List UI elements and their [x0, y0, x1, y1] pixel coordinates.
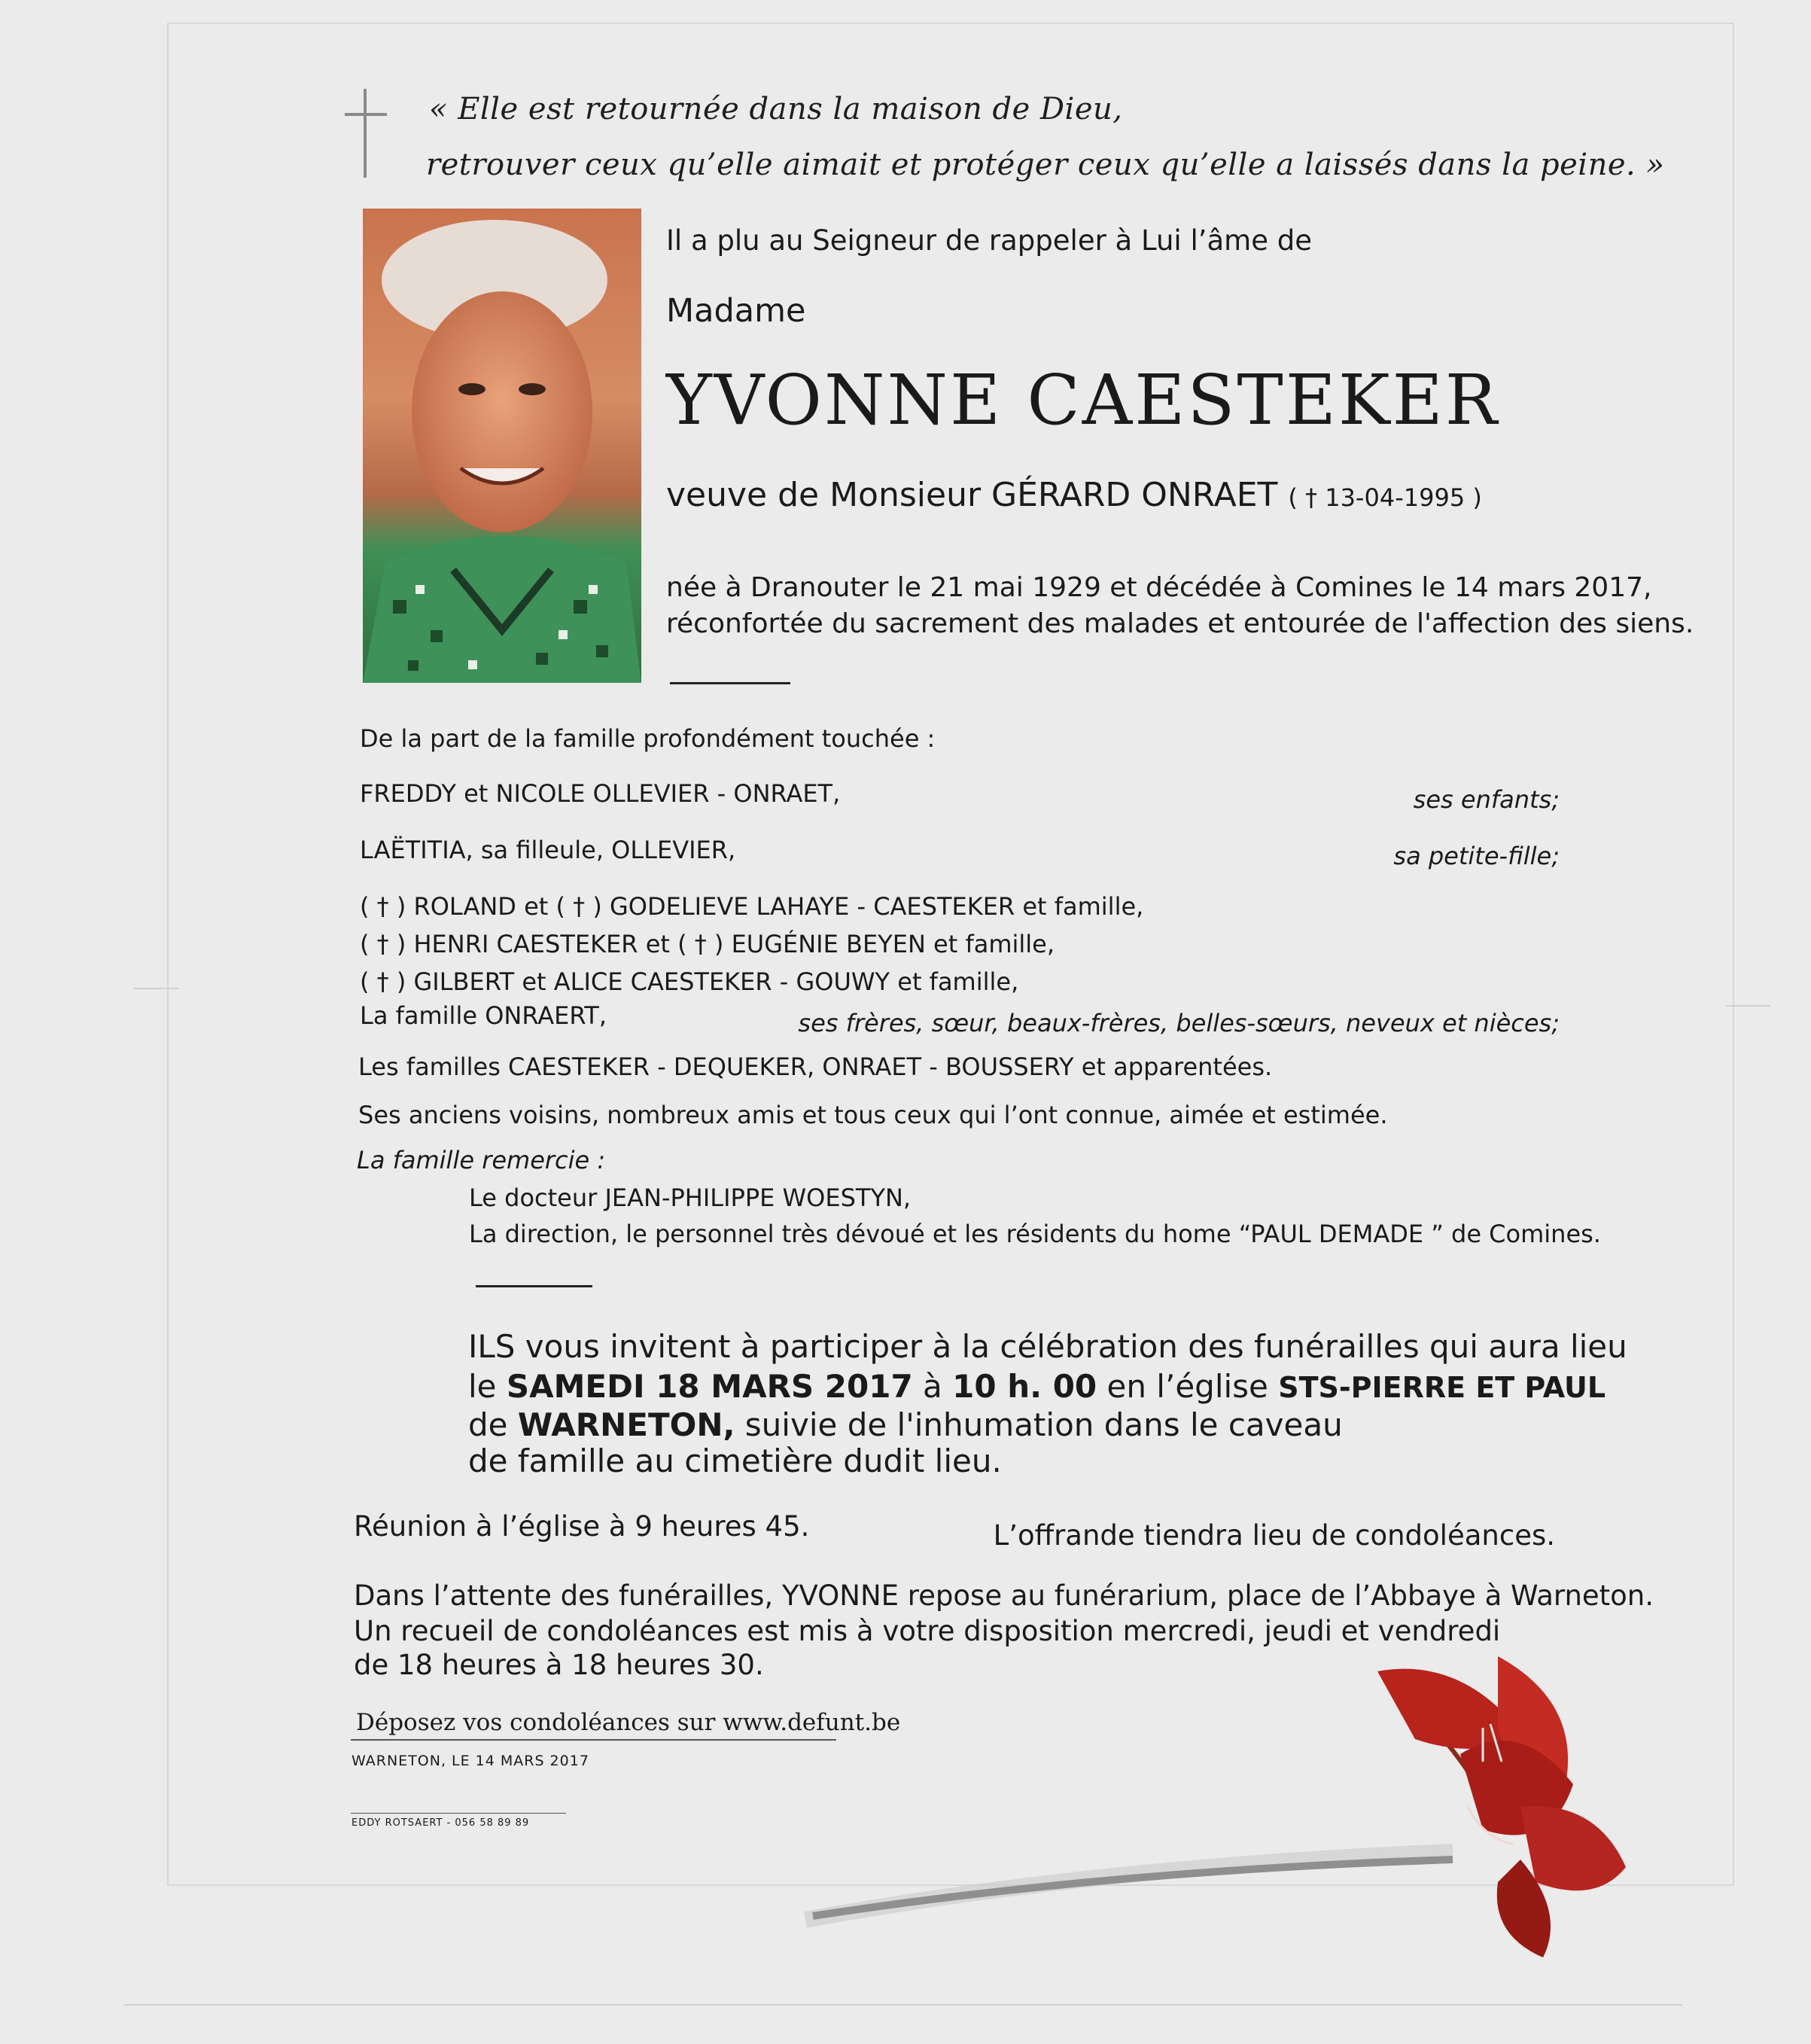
website-underline: [351, 1739, 836, 1741]
family-row-5: ( † ) GILBERT et ALICE CAESTEKER - GOUWY et famille,: [360, 967, 1019, 996]
thanks-intro: La famille remercie :: [357, 1146, 606, 1174]
spouse-date: ( † 13-04-1995 ): [1288, 483, 1482, 512]
waiting-line-3: de 18 heures à 18 heures 30.: [354, 1649, 764, 1681]
invite-prefix: le: [468, 1368, 507, 1405]
quote-line-2: retrouver ceux qu’elle aimait et protéger ceux qu’elle a laissés dans la peine. »: [426, 148, 1665, 182]
spouse-line: [666, 476, 1482, 514]
family-row-7: Les familles CAESTEKER - DEQUEKER, ONRAET - BOUSSERY et apparentées.: [358, 1052, 1273, 1081]
reunion-text: Réunion à l’église à 9 heures 45.: [354, 1510, 810, 1543]
birth-line-2: réconfortée du sacrement des malades et entourée de l'affection des siens.: [666, 608, 1694, 639]
family-row-2-role: sa petite-fille;: [1393, 842, 1560, 870]
family-row-4: ( † ) HENRI CAESTEKER et ( † ) EUGÉNIE BEYEN et famille,: [360, 930, 1055, 958]
invite-de: de: [468, 1406, 518, 1443]
waiting-line-2: Un recueil de condoléances est mis à votre disposition mercredi, jeudi et vendredi: [354, 1615, 1501, 1647]
family-row-6-role: ses frères, sœur, beaux-frères, belles-sœurs, neveux et nièces;: [798, 1009, 1560, 1037]
invite-line-3: [468, 1406, 1343, 1443]
ceremony-time: 10 h. 00: [952, 1368, 1097, 1405]
waiting-line-1: Dans l’attente des funérailles, YVONNE repose au funérarium, place de l’Abbaye à Warneton.: [354, 1579, 1654, 1612]
invite-at: à: [912, 1368, 953, 1405]
printer-rule: [351, 1813, 566, 1814]
title-madame: Madame: [666, 292, 806, 330]
town-name: WARNETON,: [517, 1406, 735, 1443]
fold-mark-right: [1725, 1005, 1770, 1007]
stem-shadow: [790, 1837, 1468, 1927]
family-row-8: Ses anciens voisins, nombreux amis et tous ceux qui l’ont connue, aimée et estimée.: [358, 1101, 1388, 1129]
divider-2: [476, 1285, 592, 1287]
place-date: WARNETON, LE 14 MARS 2017: [352, 1753, 589, 1769]
offrande-text: L’offrande tiendra lieu de condoléances.: [993, 1519, 1555, 1552]
printer-credit: EDDY ROTSAERT - 056 58 89 89: [352, 1817, 530, 1829]
website-line: Déposez vos condoléances sur www.defunt.be: [356, 1709, 901, 1736]
thanks-line-2: La direction, le personnel très dévoué et les résidents du home “PAUL DEMADE ” de Comines.: [469, 1220, 1601, 1248]
family-row-3: ( † ) ROLAND et ( † ) GODELIEVE LAHAYE - CAESTEKER et famille,: [360, 892, 1144, 921]
page-bottom-line: [124, 2004, 1682, 2006]
amaryllis-flower-icon: [1370, 1656, 1641, 1957]
family-row-1-names: FREDDY et NICOLE OLLEVIER - ONRAET,: [360, 779, 841, 808]
thanks-line-1: Le docteur JEAN-PHILIPPE WOESTYN,: [469, 1183, 912, 1212]
invite-burial: suivie de l'inhumation dans le caveau: [735, 1406, 1343, 1443]
family-row-6-names: La famille ONRAERT,: [360, 1001, 607, 1030]
fold-mark-left: [134, 988, 179, 989]
birth-line-1: née à Dranouter le 21 mai 1929 et décédée à Comines le 14 mars 2017,: [666, 572, 1652, 603]
invite-line-2: [468, 1368, 1606, 1405]
family-row-2-names: LAËTITIA, sa filleule, OLLEVIER,: [360, 836, 736, 864]
portrait-photo: [363, 209, 641, 683]
spouse-text: veuve de Monsieur GÉRARD ONRAET: [666, 476, 1278, 514]
deceased-name: YVONNE CAESTEKER: [666, 360, 1500, 440]
quote-line-1: « Elle est retournée dans la maison de Dieu,: [429, 92, 1123, 126]
invite-line-1: ILS vous invitent à participer à la célébration des funérailles qui aura lieu: [468, 1328, 1627, 1365]
divider-1: [670, 682, 790, 684]
invite-church-prefix: en l’église: [1097, 1368, 1279, 1405]
invite-line-4: de famille au cimetière dudit lieu.: [468, 1442, 1002, 1479]
family-intro: De la part de la famille profondément touchée :: [360, 724, 936, 753]
church-name: STS-PIERRE ET PAUL: [1278, 1371, 1606, 1404]
ceremony-date: SAMEDI 18 MARS 2017: [506, 1368, 913, 1405]
intro-text: Il a plu au Seigneur de rappeler à Lui l’âme de: [666, 224, 1312, 257]
family-row-1-role: ses enfants;: [1413, 785, 1560, 814]
